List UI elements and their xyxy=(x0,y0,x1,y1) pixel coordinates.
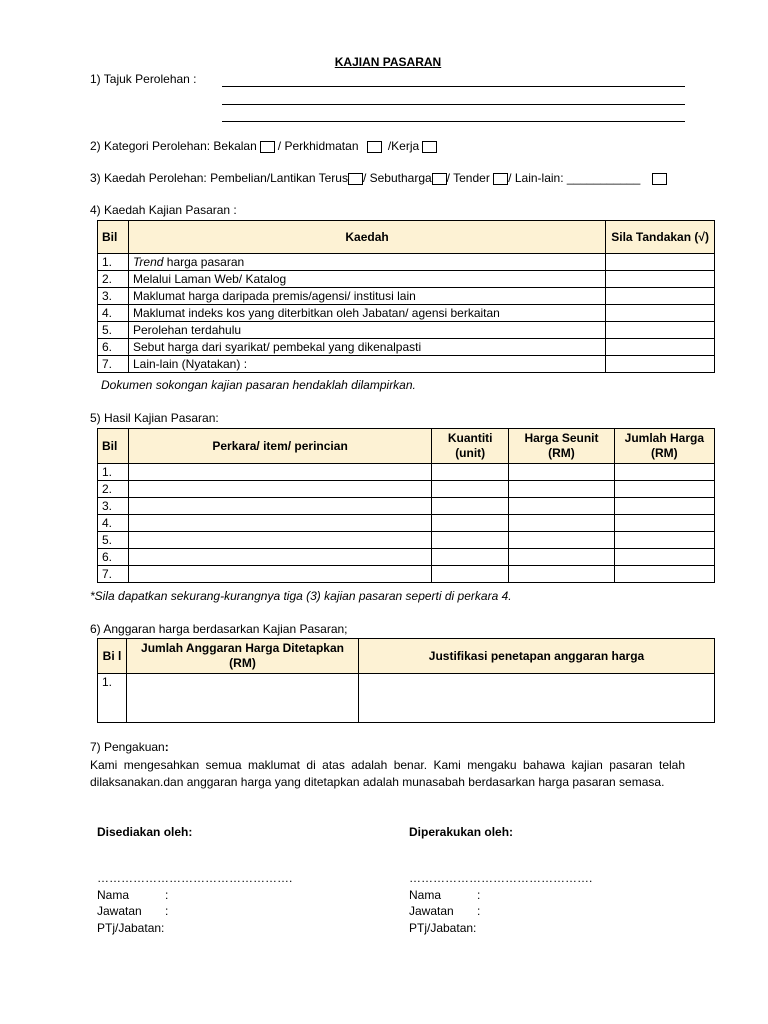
row-no: 5. xyxy=(98,532,129,549)
row-kaedah xyxy=(128,254,605,271)
row-no: 1. xyxy=(98,674,127,723)
kaedah-kajian-table xyxy=(97,220,715,373)
row-no: 3. xyxy=(98,288,129,305)
table-row xyxy=(98,305,715,322)
tick-cell[interactable] xyxy=(606,271,715,288)
row-kaedah: Sebut harga dari syarikat/ pembekal yang dikenalpasti xyxy=(128,339,605,356)
header-bil: Bil xyxy=(98,429,129,464)
jumlah-cell[interactable] xyxy=(614,549,714,566)
anggaran-table xyxy=(97,638,715,723)
kerja-label: /Kerja xyxy=(387,139,420,153)
hasil-kajian-table xyxy=(97,428,715,583)
trend-text: Trend xyxy=(132,255,164,269)
perkara-cell[interactable] xyxy=(129,549,432,566)
hasil-kajian-label: 5) Hasil Kajian Pasaran: xyxy=(90,411,219,425)
row-kaedah: Melalui Laman Web/ Katalog xyxy=(128,271,605,288)
perkhidmatan-label: / Perkhidmatan xyxy=(277,139,359,153)
table-row xyxy=(98,532,715,549)
bekalan-checkbox[interactable] xyxy=(260,141,275,153)
pengakuan-text: Kami mengesahkan semua maklumat di atas adalah benar. Kami mengaku bahawa kajian pasaran telah dilaksanakan.dan anggaran harga yang ditetapkan adalah munasabah berdasarkan harga pasaran semasa. xyxy=(90,758,685,789)
row-no: 2. xyxy=(98,481,129,498)
header-jumlah-anggaran: Jumlah Anggaran Harga Ditetapkan (RM) xyxy=(127,639,359,674)
row-no: 4. xyxy=(98,515,129,532)
jumlah-cell[interactable] xyxy=(614,515,714,532)
row-no: 4. xyxy=(98,305,129,322)
table-row xyxy=(98,271,715,288)
pengakuan-colon: : xyxy=(164,740,169,754)
tender-label: / Tender xyxy=(446,171,490,185)
ptj-label: PTj/Jabatan: xyxy=(97,920,165,935)
jumlah-cell[interactable] xyxy=(614,464,714,481)
jumlah-anggaran-cell[interactable] xyxy=(127,674,359,723)
seunit-cell[interactable] xyxy=(509,498,614,515)
header-kuantiti: Kuantiti (unit) xyxy=(432,429,509,464)
tick-cell[interactable] xyxy=(606,288,715,305)
table-row xyxy=(98,464,715,481)
perkara-cell[interactable] xyxy=(129,481,432,498)
tick-cell[interactable] xyxy=(606,322,715,339)
table-row xyxy=(98,339,715,356)
pengakuan-heading xyxy=(90,740,169,754)
table-row xyxy=(98,288,715,305)
kerja-checkbox[interactable] xyxy=(422,141,437,153)
table-row xyxy=(98,549,715,566)
colon: : xyxy=(477,887,481,902)
row-kaedah-text: harga pasaran xyxy=(163,255,245,269)
perkhidmatan-checkbox[interactable] xyxy=(367,141,382,153)
row-no: 2. xyxy=(98,271,129,288)
kategori-label: 2) Kategori Perolehan: Bekalan xyxy=(90,139,257,153)
table-row xyxy=(98,566,715,583)
table-row xyxy=(98,322,715,339)
row-no: 1. xyxy=(98,464,129,481)
row-kaedah: Maklumat indeks kos yang diterbitkan oleh Jabatan/ agensi berkaitan xyxy=(128,305,605,322)
tajuk-line-2[interactable] xyxy=(222,104,685,105)
signature-right xyxy=(409,870,592,936)
hasil-note: *Sila dapatkan sekurang-kurangnya tiga (3) kajian pasaran seperti di perkara 4. xyxy=(90,589,512,603)
kuantiti-cell[interactable] xyxy=(432,515,509,532)
table-row xyxy=(98,674,715,723)
table-row xyxy=(98,481,715,498)
tick-cell[interactable] xyxy=(606,254,715,271)
row-no: 1. xyxy=(98,254,129,271)
row-kaedah: Maklumat harga daripada premis/agensi/ institusi lain xyxy=(128,288,605,305)
perkara-cell[interactable] xyxy=(129,464,432,481)
row-no: 3. xyxy=(98,498,129,515)
diperakukan-oleh: Diperakukan oleh: xyxy=(409,825,514,839)
seunit-cell[interactable] xyxy=(509,566,614,583)
jumlah-cell[interactable] xyxy=(614,481,714,498)
signature-line[interactable]: ………………………………………. xyxy=(409,871,593,885)
seunit-cell[interactable] xyxy=(509,464,614,481)
jumlah-cell[interactable] xyxy=(614,566,714,583)
seunit-cell[interactable] xyxy=(509,549,614,566)
kuantiti-cell[interactable] xyxy=(432,464,509,481)
pembelian-checkbox[interactable] xyxy=(348,173,363,185)
header-bil: Bi l xyxy=(98,639,127,674)
row-kaedah: Perolehan terdahulu xyxy=(128,322,605,339)
signature-line[interactable]: …………………………………………. xyxy=(97,871,293,885)
header-bil: Bil xyxy=(98,221,129,254)
tick-cell[interactable] xyxy=(606,339,715,356)
seunit-cell[interactable] xyxy=(509,515,614,532)
kuantiti-cell[interactable] xyxy=(432,549,509,566)
sebutharga-checkbox[interactable] xyxy=(432,173,447,185)
header-harga-seunit: Harga Seunit (RM) xyxy=(509,429,614,464)
tajuk-line-3[interactable] xyxy=(222,121,685,122)
header-jumlah-harga: Jumlah Harga (RM) xyxy=(614,429,714,464)
kuantiti-cell[interactable] xyxy=(432,498,509,515)
sebutharga-label: / Sebutharga xyxy=(362,171,432,185)
nama-label: Nama xyxy=(409,887,442,902)
row-no: 6. xyxy=(98,549,129,566)
table-row xyxy=(98,254,715,271)
perkara-cell[interactable] xyxy=(129,532,432,549)
justifikasi-cell[interactable] xyxy=(359,674,715,723)
lain-lain-checkbox[interactable] xyxy=(652,173,667,185)
kuantiti-cell[interactable] xyxy=(432,481,509,498)
kuantiti-cell[interactable] xyxy=(432,532,509,549)
header-sila-tandakan: Sila Tandakan (√) xyxy=(606,221,715,254)
disediakan-oleh: Disediakan oleh: xyxy=(97,825,193,839)
lain-lain-label: / Lain-lain: ___________ xyxy=(508,171,641,185)
colon: : xyxy=(165,904,169,918)
row-no: 5. xyxy=(98,322,129,339)
perkara-cell[interactable] xyxy=(129,498,432,515)
table-row xyxy=(98,356,715,373)
kaedah-note: Dokumen sokongan kajian pasaran hendaklah dilampirkan. xyxy=(101,378,416,392)
tajuk-perolehan-label: 1) Tajuk Perolehan : xyxy=(90,72,197,86)
table-row xyxy=(98,498,715,515)
tick-cell[interactable] xyxy=(606,305,715,322)
kaedah-kajian-label: 4) Kaedah Kajian Pasaran : xyxy=(90,203,237,217)
jawatan-label: Jawatan xyxy=(97,904,142,918)
jumlah-cell[interactable] xyxy=(614,532,714,549)
tick-cell[interactable] xyxy=(606,356,715,373)
row-kaedah: Lain-lain (Nyatakan) : xyxy=(128,356,605,373)
tajuk-line-1[interactable] xyxy=(222,86,685,87)
anggaran-harga-label: 6) Anggaran harga berdasarkan Kajian Pasaran; xyxy=(90,622,348,636)
perkara-cell[interactable] xyxy=(129,566,432,583)
jumlah-cell[interactable] xyxy=(614,498,714,515)
kaedah-perolehan-label: 3) Kaedah Perolehan: Pembelian/Lantikan Terus xyxy=(90,171,348,185)
kategori-perolehan xyxy=(90,139,440,153)
colon: : xyxy=(165,887,169,902)
header-kaedah: Kaedah xyxy=(128,221,605,254)
nama-label: Nama xyxy=(97,887,130,902)
header-justifikasi: Justifikasi penetapan anggaran harga xyxy=(359,639,715,674)
kaedah-perolehan xyxy=(90,171,670,185)
page-title: KAJIAN PASARAN xyxy=(334,55,442,69)
ptj-label: PTj/Jabatan: xyxy=(409,920,477,935)
seunit-cell[interactable] xyxy=(509,532,614,549)
colon: : xyxy=(477,904,481,918)
row-no: 7. xyxy=(98,566,129,583)
tender-checkbox[interactable] xyxy=(493,173,508,185)
kuantiti-cell[interactable] xyxy=(432,566,509,583)
signature-left xyxy=(97,870,292,936)
row-no: 7. xyxy=(98,356,129,373)
perkara-cell[interactable] xyxy=(129,515,432,532)
seunit-cell[interactable] xyxy=(509,481,614,498)
pengakuan-label: 7) Pengakuan xyxy=(90,740,165,754)
header-perkara: Perkara/ item/ perincian xyxy=(129,429,432,464)
jawatan-label: Jawatan xyxy=(409,904,454,918)
table-row xyxy=(98,515,715,532)
row-no: 6. xyxy=(98,339,129,356)
